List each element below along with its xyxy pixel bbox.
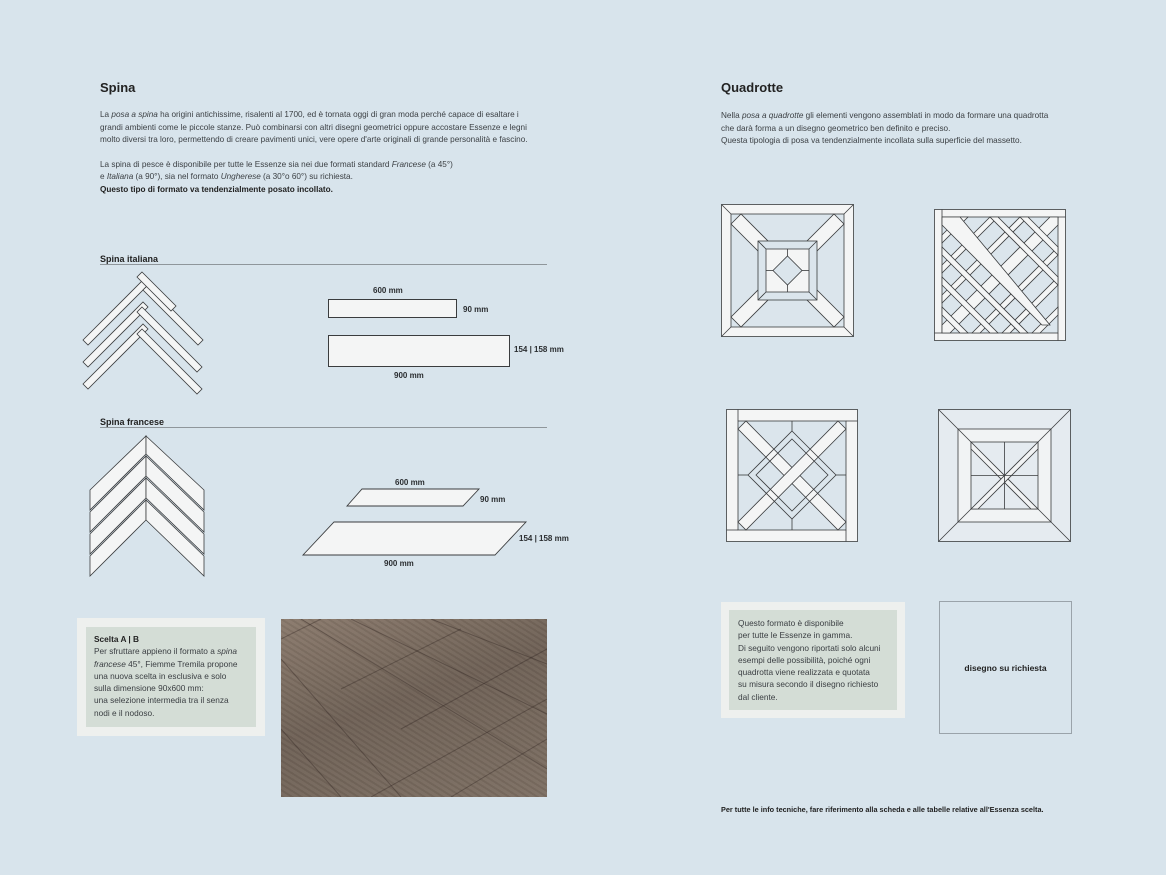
custom-design-box <box>939 601 1072 734</box>
spina-intro: La posa a spina ha origini antichissime, risalenti al 1700, ed è tornata oggi di gran moda perché capace di esaltare i grandi ambienti come le piccole stanze. Può combinarsi con altri disegni geometrici oppure accostare Essenze e legni molto diversi tra loro, permettendo di creare pavimenti unici, vere opere d'arte originali di grande personalità e fascino. La spina di pesce è disponibile per tutte le Essenze sia nei due formati standard Francese (a 45°) e Italiana (a 90°), sia nel formato Ungherese (a 30°o 60°) su richiesta. Questo tipo di formato va tendenzialmente posato incollato. <box>100 110 528 194</box>
italiana-large-length: 900 mm <box>394 371 424 380</box>
francese-large-width: 154 | 158 mm <box>519 534 569 543</box>
italiana-small-width: 90 mm <box>463 305 489 314</box>
quadrotte-info-text: Questo formato è disponibile per tutte le Essenze in gamma. Di seguito vengono riportati solo alcuni esempi delle possibilità, poiché ogni quadrotta viene realizzata e quotata su misura secondo il disegno richiesto dal cliente. <box>738 618 881 702</box>
francese-small-width: 90 mm <box>480 495 506 504</box>
spina-italiana-pattern-icon <box>80 270 210 395</box>
spina-title: Spina <box>100 80 136 95</box>
quadrotta-pattern-4-icon <box>938 409 1072 543</box>
scelta-text: Scelta A | B Per sfruttare appieno il formato a spina francese 45°, Fiemme Tremila propone una nuova scelta in esclusiva e solo sulla dimensione 90x600 mm: una selezione intermedia tra il senza nodi e il nodoso. <box>94 634 238 718</box>
francese-small-plank <box>346 488 481 508</box>
technical-footnote: Per tutte le info tecniche, fare riferimento alla scheda e alle tabelle relative all'Essenza scelta. <box>721 805 1044 814</box>
custom-design-label: disegno su richiesta <box>964 662 1047 673</box>
italiana-small-plank <box>328 299 457 318</box>
scelta-box <box>77 618 265 736</box>
wood-floor-photo <box>281 619 547 797</box>
italiana-large-plank <box>328 335 510 367</box>
spina-francese-title: Spina francese <box>100 417 165 427</box>
quadrotta-pattern-2-icon <box>934 209 1067 342</box>
italiana-small-length: 600 mm <box>373 286 403 295</box>
francese-small-length: 600 mm <box>395 478 425 487</box>
quadrotta-pattern-1-icon <box>721 204 854 337</box>
divider <box>100 427 547 428</box>
quadrotte-intro: Nella posa a quadrotte gli elementi vengono assemblati in modo da formare una quadrotta che darà forma a un disegno geometrico ben definito e preciso. Questa tipologia di posa va tendenzialmente incollata sulla superficie del massetto. <box>721 111 1049 145</box>
francese-large-length: 900 mm <box>384 559 414 568</box>
spina-francese-pattern-icon <box>86 436 210 581</box>
quadrotte-title: Quadrotte <box>721 80 784 95</box>
italiana-large-width: 154 | 158 mm <box>514 345 564 354</box>
spina-italiana-title: Spina italiana <box>100 254 159 264</box>
francese-large-plank <box>302 521 528 557</box>
divider <box>100 264 547 265</box>
quadrotte-info-box <box>721 602 905 718</box>
quadrotta-pattern-3-icon <box>726 409 859 543</box>
